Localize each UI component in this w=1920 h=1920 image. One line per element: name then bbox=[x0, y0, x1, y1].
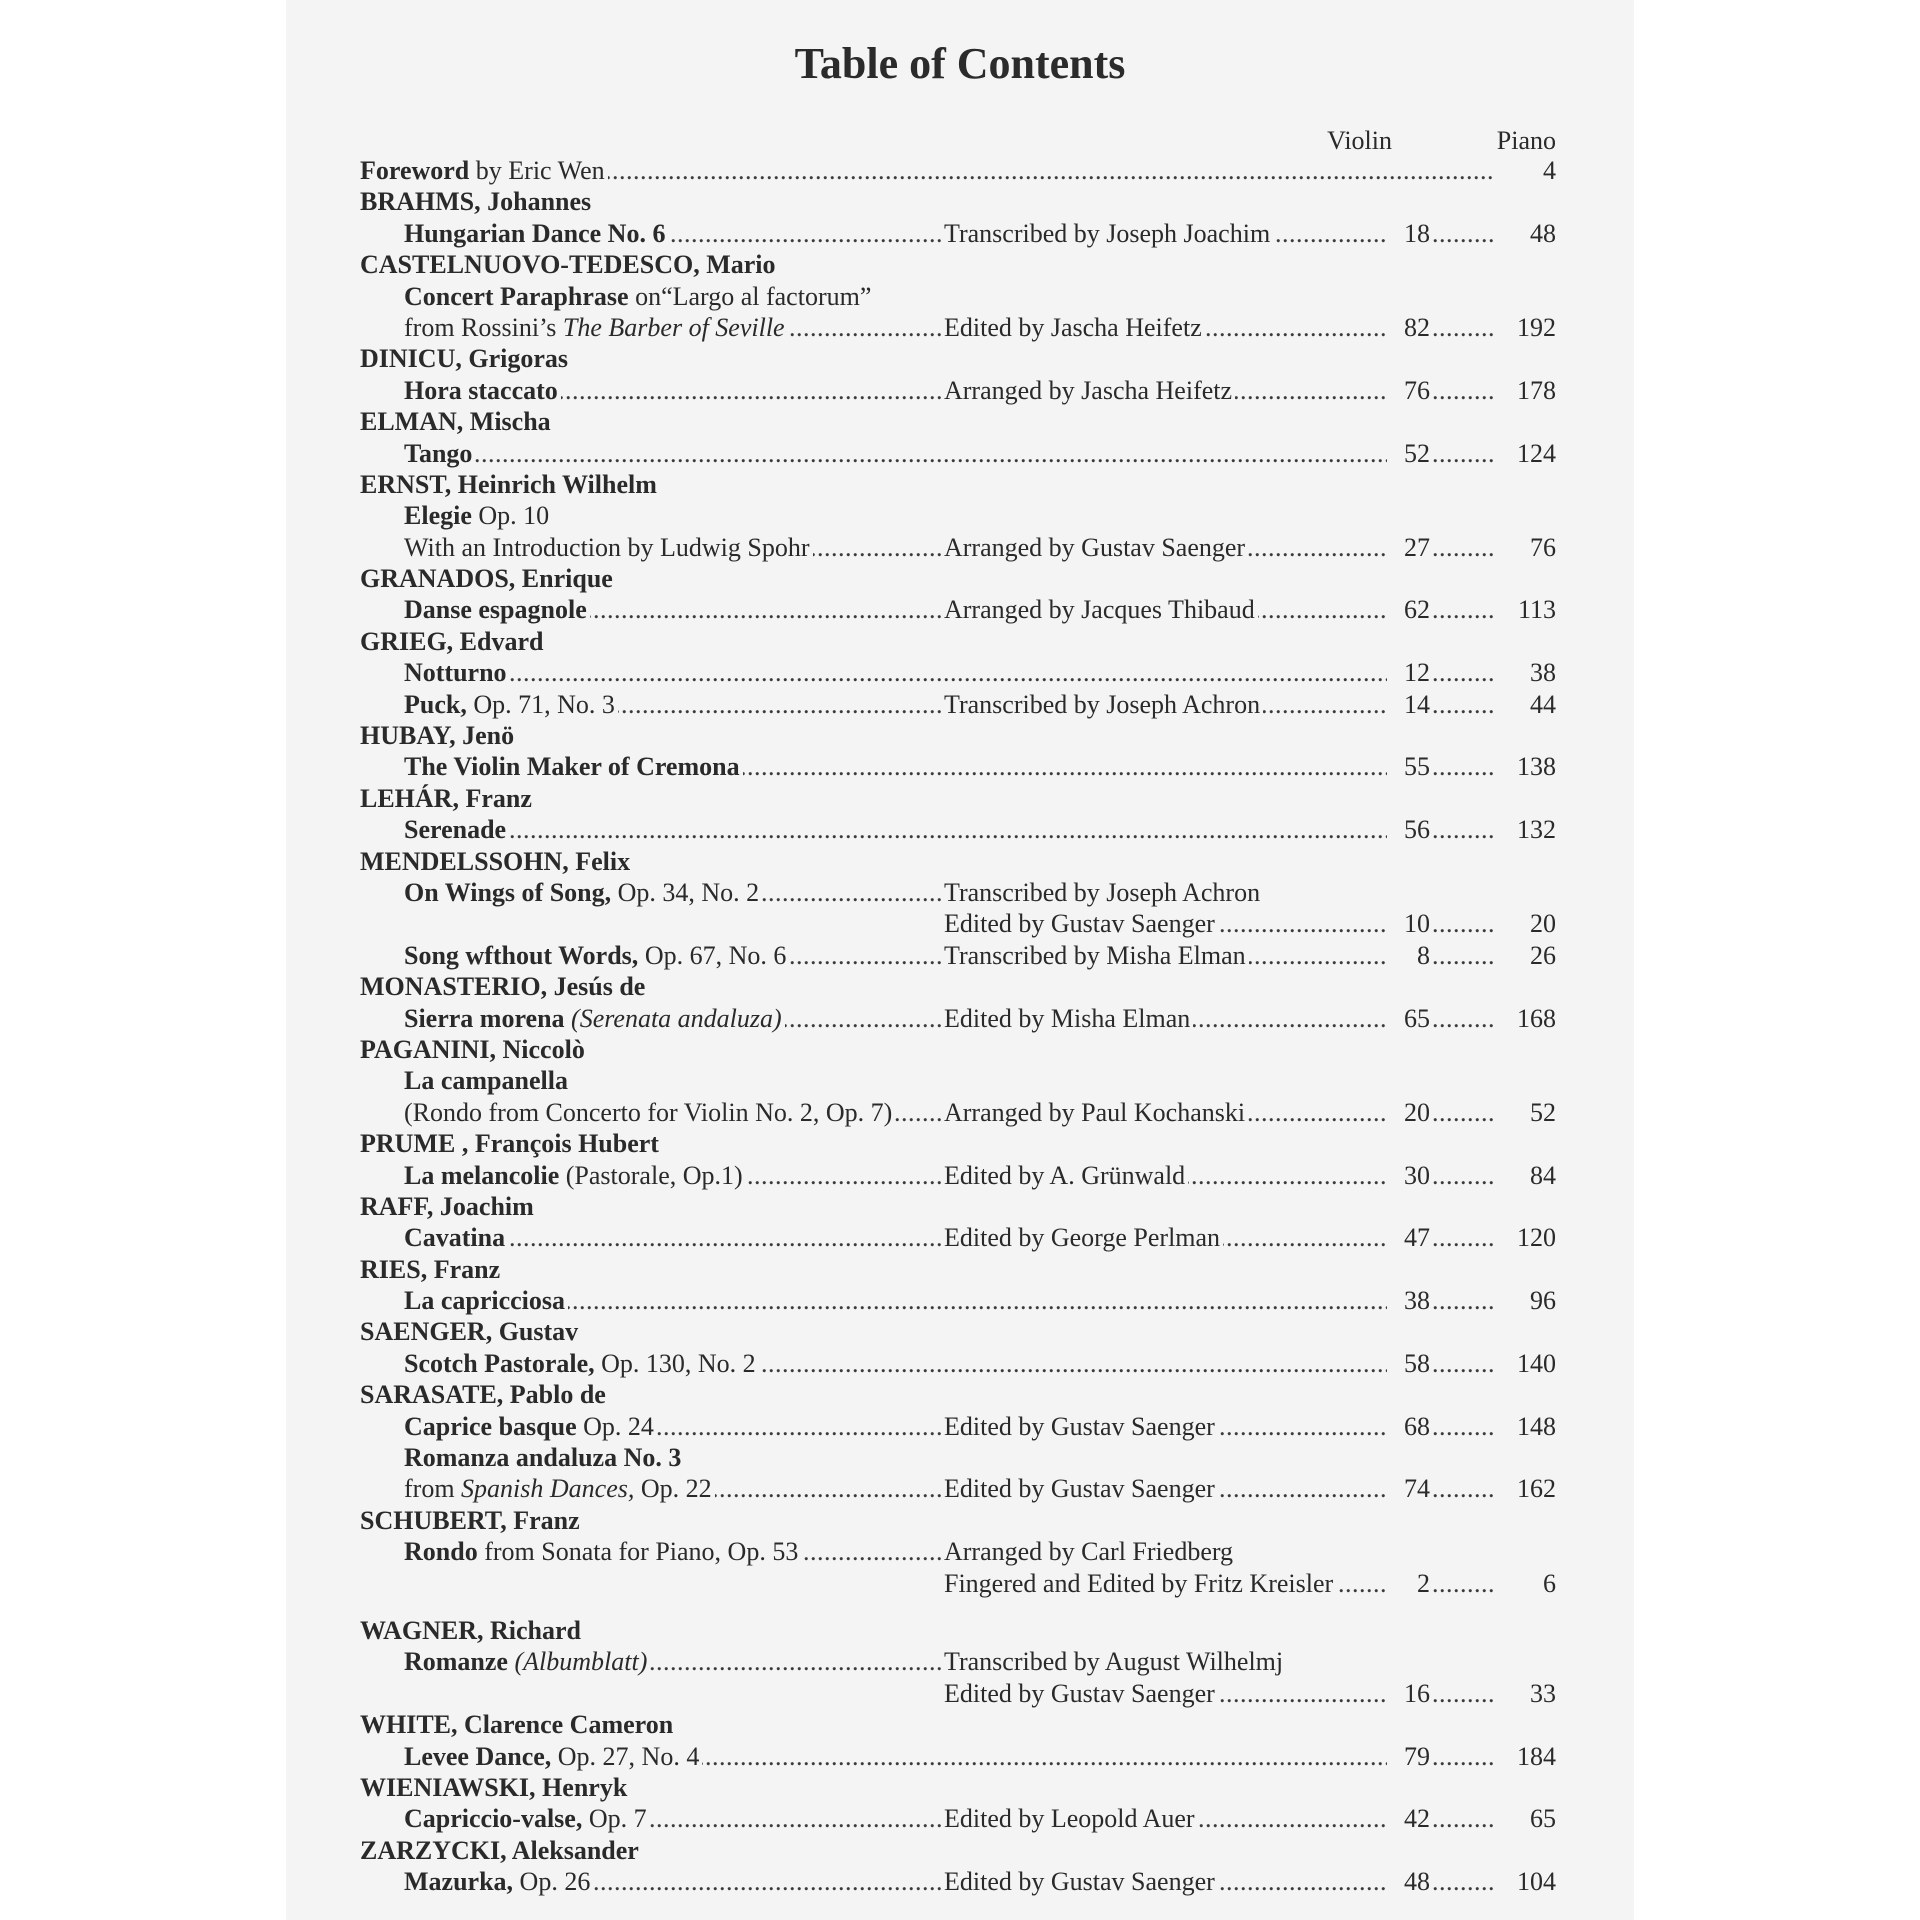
violin-page: 68 bbox=[1387, 1411, 1430, 1442]
violin-page: 38 bbox=[1387, 1285, 1430, 1316]
violin-page: 42 bbox=[1387, 1803, 1430, 1834]
piece-subtitle bbox=[404, 532, 813, 563]
piano-page: 96 bbox=[1493, 1285, 1556, 1316]
arranger-credit: Arranged by Carl Friedberg bbox=[942, 1536, 1236, 1567]
dot-leader bbox=[404, 657, 1390, 688]
piece-name: La capricciosa bbox=[404, 1286, 566, 1316]
piece-name: Puck, bbox=[404, 689, 467, 719]
arranger-credit: Transcribed by August Wilhelmj bbox=[942, 1646, 1286, 1677]
piano-page: 38 bbox=[1493, 657, 1556, 688]
piano-page: 44 bbox=[1493, 689, 1556, 720]
composer-name: HUBAY, Jenö bbox=[360, 720, 517, 751]
piece-row[interactable] bbox=[360, 877, 1556, 908]
piece-title bbox=[404, 1741, 702, 1772]
violin-page: 20 bbox=[1387, 1097, 1430, 1128]
piece-title bbox=[404, 500, 552, 531]
composer-row bbox=[360, 1709, 1556, 1740]
violin-page: 58 bbox=[1387, 1348, 1430, 1379]
piece-detail: Op. 34, No. 2 bbox=[611, 877, 760, 907]
arranger-credit: Arranged by Jacques Thibaud bbox=[942, 594, 1258, 625]
page bbox=[286, 0, 1634, 1920]
arranger-row bbox=[360, 1678, 1556, 1709]
piece-name: On Wings of Song, bbox=[404, 877, 612, 907]
arranger-credit: Transcribed by Joseph Achron bbox=[942, 689, 1263, 720]
piano-page: 168 bbox=[1493, 1003, 1556, 1034]
piece-row-continued bbox=[360, 532, 1556, 563]
violin-page: 55 bbox=[1387, 751, 1430, 782]
piece-name: Sierra morena bbox=[404, 1003, 565, 1033]
arranger-credit: Arranged by Jascha Heifetz bbox=[942, 375, 1235, 406]
piano-page: 52 bbox=[1493, 1097, 1556, 1128]
composer-name: RAFF, Joachim bbox=[360, 1191, 537, 1222]
piece-name: Elegie bbox=[404, 501, 472, 531]
violin-page: 62 bbox=[1387, 594, 1430, 625]
violin-page: 56 bbox=[1387, 814, 1430, 845]
arranger-credit: Arranged by Gustav Saenger bbox=[942, 532, 1248, 563]
violin-page: 2 bbox=[1387, 1568, 1430, 1599]
piece-detail: Op. 71, No. 3 bbox=[466, 689, 615, 719]
dot-leader bbox=[404, 814, 1390, 845]
piece-name: Romanza andaluza No. 3 bbox=[404, 1443, 682, 1473]
piece-name: Capriccio-valse, bbox=[404, 1804, 583, 1834]
piece-row[interactable] bbox=[360, 1741, 1556, 1772]
piece-title bbox=[404, 657, 510, 688]
composer-row bbox=[360, 186, 1556, 217]
composer-row bbox=[360, 626, 1556, 657]
composer-name: CASTELNUOVO-TEDESCO, Mario bbox=[360, 249, 779, 280]
composer-row bbox=[360, 1835, 1556, 1866]
composer-row bbox=[360, 1505, 1556, 1536]
composer-name: ELMAN, Mischa bbox=[360, 406, 554, 437]
piece-subtitle bbox=[404, 1097, 895, 1128]
arranger-row bbox=[360, 908, 1556, 939]
composer-name: WHITE, Clarence Cameron bbox=[360, 1709, 676, 1740]
column-headers bbox=[286, 126, 1634, 156]
piano-page: 84 bbox=[1493, 1160, 1556, 1191]
violin-page: 47 bbox=[1387, 1222, 1430, 1253]
piece-row[interactable] bbox=[360, 1348, 1556, 1379]
piece-name: Song wfthout Words, bbox=[404, 940, 639, 970]
violin-page: 27 bbox=[1387, 532, 1430, 563]
piece-subtitle-italic: The Barber of Seville bbox=[562, 312, 785, 342]
violin-page: 52 bbox=[1387, 438, 1430, 469]
piece-row[interactable] bbox=[360, 751, 1556, 782]
composer-row bbox=[360, 563, 1556, 594]
composer-row bbox=[360, 1128, 1556, 1159]
piece-title bbox=[404, 1222, 508, 1253]
piece-name: Tango bbox=[404, 438, 473, 468]
piece-row[interactable] bbox=[360, 594, 1556, 625]
violin-page: 18 bbox=[1387, 218, 1430, 249]
piece-name: Serenade bbox=[404, 815, 507, 845]
piano-page: 26 bbox=[1493, 940, 1556, 971]
composer-row bbox=[360, 846, 1556, 877]
piece-title bbox=[404, 751, 743, 782]
piece-title bbox=[404, 594, 590, 625]
piece-name: Concert Paraphrase bbox=[404, 281, 629, 311]
piece-detail: Op. 67, No. 6 bbox=[638, 940, 787, 970]
dot-leader bbox=[404, 438, 1390, 469]
composer-name: DINICU, Grigoras bbox=[360, 343, 571, 374]
piece-row[interactable] bbox=[360, 1866, 1556, 1897]
violin-page: 14 bbox=[1387, 689, 1430, 720]
piano-page: 65 bbox=[1493, 1803, 1556, 1834]
piece-title bbox=[404, 940, 789, 971]
piece-title bbox=[404, 218, 668, 249]
piano-page: 162 bbox=[1493, 1473, 1556, 1504]
composer-row bbox=[360, 1615, 1556, 1646]
piece-name: Caprice basque bbox=[404, 1411, 577, 1441]
piece-title bbox=[404, 1285, 568, 1316]
arranger-credit: Transcribed by Misha Elman bbox=[942, 940, 1249, 971]
piece-row[interactable] bbox=[360, 1536, 1556, 1567]
composer-row bbox=[360, 343, 1556, 374]
arranger-credit: Edited by A. Grünwald bbox=[942, 1160, 1188, 1191]
piece-title bbox=[404, 1003, 785, 1034]
piano-page: 192 bbox=[1493, 312, 1556, 343]
piece-detail: Op. 26 bbox=[513, 1867, 591, 1897]
piece-name: Romanze bbox=[404, 1647, 508, 1677]
piece-detail: from Sonata for Piano, Op. 53 bbox=[477, 1537, 799, 1567]
piece-title bbox=[404, 375, 561, 406]
composer-name: PRUME , François Hubert bbox=[360, 1128, 662, 1159]
piano-page: 178 bbox=[1493, 375, 1556, 406]
foreword-row[interactable] bbox=[360, 155, 1556, 186]
arranger-credit-2: Edited by Gustav Saenger bbox=[942, 908, 1218, 939]
composer-name: LEHÁR, Franz bbox=[360, 783, 535, 814]
arranger-credit: Edited by Misha Elman bbox=[942, 1003, 1193, 1034]
composer-name: PAGANINI, Niccolò bbox=[360, 1034, 588, 1065]
piece-subtitle-text: from bbox=[404, 1474, 462, 1504]
piece-title bbox=[404, 438, 475, 469]
piece-detail-italic: (Albumblatt) bbox=[507, 1647, 648, 1677]
composer-row bbox=[360, 1034, 1556, 1065]
composer-name: GRIEG, Edvard bbox=[360, 626, 547, 657]
composer-row bbox=[360, 1772, 1556, 1803]
composer-row bbox=[360, 971, 1556, 1002]
piece-title bbox=[404, 1411, 657, 1442]
violin-page: 12 bbox=[1387, 657, 1430, 688]
piano-page: 33 bbox=[1493, 1678, 1556, 1709]
violin-page: 79 bbox=[1387, 1741, 1430, 1772]
foreword-label: Foreword bbox=[360, 156, 470, 185]
piece-title bbox=[404, 877, 762, 908]
piece-title bbox=[404, 1160, 746, 1191]
piece-name: Mazurka, bbox=[404, 1867, 514, 1897]
piece-subtitle-text: (Rondo from Concerto for Violin No. 2, Op. 7) bbox=[404, 1097, 893, 1127]
composer-name: ZARZYCKI, Aleksander bbox=[360, 1835, 642, 1866]
piece-title bbox=[404, 1646, 650, 1677]
piece-row[interactable] bbox=[360, 1160, 1556, 1191]
page-title: Table of Contents bbox=[794, 39, 1126, 88]
violin-page: 76 bbox=[1387, 375, 1430, 406]
piece-row[interactable] bbox=[360, 1646, 1556, 1677]
composer-name: WIENIAWSKI, Henryk bbox=[360, 1772, 630, 1803]
piece-title bbox=[404, 1536, 801, 1567]
composer-row bbox=[360, 1316, 1556, 1347]
piece-detail: on“Largo al factorum” bbox=[628, 281, 872, 311]
violin-page: 8 bbox=[1387, 940, 1430, 971]
piece-row[interactable] bbox=[360, 438, 1556, 469]
piece-detail: (Pastorale, Op.1) bbox=[559, 1160, 743, 1190]
piano-page: 76 bbox=[1493, 532, 1556, 563]
piece-subtitle-text: Op. 22 bbox=[634, 1474, 712, 1504]
piece-title bbox=[404, 281, 874, 312]
composer-row bbox=[360, 406, 1556, 437]
piano-page: 132 bbox=[1493, 814, 1556, 845]
violin-page: 74 bbox=[1387, 1473, 1430, 1504]
piano-page: 124 bbox=[1493, 438, 1556, 469]
composer-row bbox=[360, 1254, 1556, 1285]
composer-row bbox=[360, 1379, 1556, 1410]
composer-name: ERNST, Heinrich Wilhelm bbox=[360, 469, 660, 500]
piano-page: 140 bbox=[1493, 1348, 1556, 1379]
piece-row[interactable] bbox=[360, 1003, 1556, 1034]
piece-row[interactable] bbox=[360, 657, 1556, 688]
piece-title bbox=[404, 1348, 759, 1379]
composer-row bbox=[360, 469, 1556, 500]
composer-name: WAGNER, Richard bbox=[360, 1615, 584, 1646]
piece-row[interactable] bbox=[360, 218, 1556, 249]
foreword-page: 4 bbox=[1493, 155, 1556, 186]
piece-row[interactable] bbox=[360, 500, 1556, 531]
piece-row[interactable] bbox=[360, 1803, 1556, 1834]
piece-title bbox=[404, 689, 618, 720]
violin-page: 16 bbox=[1387, 1678, 1430, 1709]
piano-page: 48 bbox=[1493, 218, 1556, 249]
composer-name: SAENGER, Gustav bbox=[360, 1316, 581, 1347]
arranger-credit: Transcribed by Joseph Joachim bbox=[942, 218, 1273, 249]
piano-page: 138 bbox=[1493, 751, 1556, 782]
arranger-row bbox=[360, 1568, 1556, 1599]
arranger-credit: Arranged by Paul Kochanski bbox=[942, 1097, 1248, 1128]
violin-page: 10 bbox=[1387, 908, 1430, 939]
composer-name: SCHUBERT, Franz bbox=[360, 1505, 583, 1536]
piece-name: La campanella bbox=[404, 1066, 568, 1096]
arranger-credit-2: Edited by Gustav Saenger bbox=[942, 1678, 1218, 1709]
piece-row[interactable] bbox=[360, 940, 1556, 971]
composer-name: BRAHMS, Johannes bbox=[360, 186, 594, 217]
piece-name: The Violin Maker of Cremona bbox=[404, 752, 740, 782]
piece-row-continued bbox=[360, 1097, 1556, 1128]
piece-row[interactable] bbox=[360, 1285, 1556, 1316]
piano-page: 20 bbox=[1493, 908, 1556, 939]
piece-subtitle bbox=[404, 312, 788, 343]
piano-page: 148 bbox=[1493, 1411, 1556, 1442]
composer-name: GRANADOS, Enrique bbox=[360, 563, 616, 594]
piece-row-continued bbox=[360, 1473, 1556, 1504]
foreword-author: by Eric Wen bbox=[469, 156, 605, 185]
piece-title bbox=[404, 814, 509, 845]
composer-row bbox=[360, 720, 1556, 751]
piece-subtitle-text: With an Introduction by Ludwig Spohr bbox=[404, 532, 810, 562]
piece-detail: Op. 27, No. 4 bbox=[551, 1741, 700, 1771]
piece-title bbox=[404, 1803, 650, 1834]
piece-detail: Op. 10 bbox=[471, 501, 550, 531]
composer-row bbox=[360, 1191, 1556, 1222]
piece-subtitle bbox=[404, 1473, 715, 1504]
composer-name: SARASATE, Pablo de bbox=[360, 1379, 609, 1410]
arranger-credit: Edited by Gustav Saenger bbox=[942, 1473, 1218, 1504]
violin-column-header: Violin bbox=[1327, 126, 1392, 155]
piece-row[interactable] bbox=[360, 1065, 1556, 1096]
piano-page: 120 bbox=[1493, 1222, 1556, 1253]
piece-title bbox=[404, 1866, 593, 1897]
piece-title bbox=[404, 1065, 571, 1096]
piece-name: Levee Dance, bbox=[404, 1741, 552, 1771]
piece-name: Danse espagnole bbox=[404, 595, 587, 625]
piano-page: 113 bbox=[1493, 594, 1556, 625]
arranger-credit-2: Fingered and Edited by Fritz Kreisler bbox=[942, 1568, 1336, 1599]
piece-detail-italic: (Serenata andaluza) bbox=[564, 1003, 782, 1033]
piece-name: Hungarian Dance No. 6 bbox=[404, 218, 666, 248]
piece-subtitle-text: from Rossini’s bbox=[404, 312, 563, 342]
piece-title bbox=[404, 1442, 684, 1473]
violin-page: 82 bbox=[1387, 312, 1430, 343]
piece-row[interactable] bbox=[360, 1411, 1556, 1442]
violin-page: 65 bbox=[1387, 1003, 1430, 1034]
toc-list bbox=[360, 155, 1556, 1897]
piano-column-header: Piano bbox=[1496, 126, 1556, 155]
piece-row[interactable] bbox=[360, 689, 1556, 720]
piece-name: Scotch Pastorale, bbox=[404, 1348, 595, 1378]
piece-row[interactable] bbox=[360, 814, 1556, 845]
piano-page: 104 bbox=[1493, 1866, 1556, 1897]
arranger-credit: Edited by George Perlman bbox=[942, 1222, 1223, 1253]
violin-page: 48 bbox=[1387, 1866, 1430, 1897]
piece-name: Hora staccato bbox=[404, 375, 558, 405]
arranger-credit: Edited by Gustav Saenger bbox=[942, 1411, 1218, 1442]
piece-subtitle-italic: Spanish Dances, bbox=[461, 1474, 635, 1504]
composer-name: RIES, Franz bbox=[360, 1254, 503, 1285]
composer-name: MENDELSSOHN, Felix bbox=[360, 846, 633, 877]
piece-row[interactable] bbox=[360, 281, 1556, 312]
piano-page: 6 bbox=[1493, 1568, 1556, 1599]
piece-row-continued bbox=[360, 312, 1556, 343]
arranger-credit: Edited by Jascha Heifetz bbox=[942, 312, 1205, 343]
piece-row[interactable] bbox=[360, 1442, 1556, 1473]
piece-row[interactable] bbox=[360, 1222, 1556, 1253]
piece-detail: Op. 130, No. 2 bbox=[594, 1348, 756, 1378]
piece-name: Notturno bbox=[404, 658, 507, 688]
arranger-credit: Edited by Leopold Auer bbox=[942, 1803, 1198, 1834]
composer-row bbox=[360, 249, 1556, 280]
piece-detail: Op. 7 bbox=[582, 1804, 647, 1834]
violin-page: 30 bbox=[1387, 1160, 1430, 1191]
piano-page: 184 bbox=[1493, 1741, 1556, 1772]
composer-name: MONASTERIO, Jesús de bbox=[360, 971, 648, 1002]
composer-row bbox=[360, 783, 1556, 814]
piece-name: Cavatina bbox=[404, 1223, 506, 1253]
piece-detail: Op. 24 bbox=[576, 1411, 654, 1441]
arranger-credit: Transcribed by Joseph Achron bbox=[942, 877, 1263, 908]
piece-name: La melancolie bbox=[404, 1160, 560, 1190]
arranger-credit: Edited by Gustav Saenger bbox=[942, 1866, 1218, 1897]
piece-row[interactable] bbox=[360, 375, 1556, 406]
piece-name: Rondo bbox=[404, 1537, 478, 1567]
